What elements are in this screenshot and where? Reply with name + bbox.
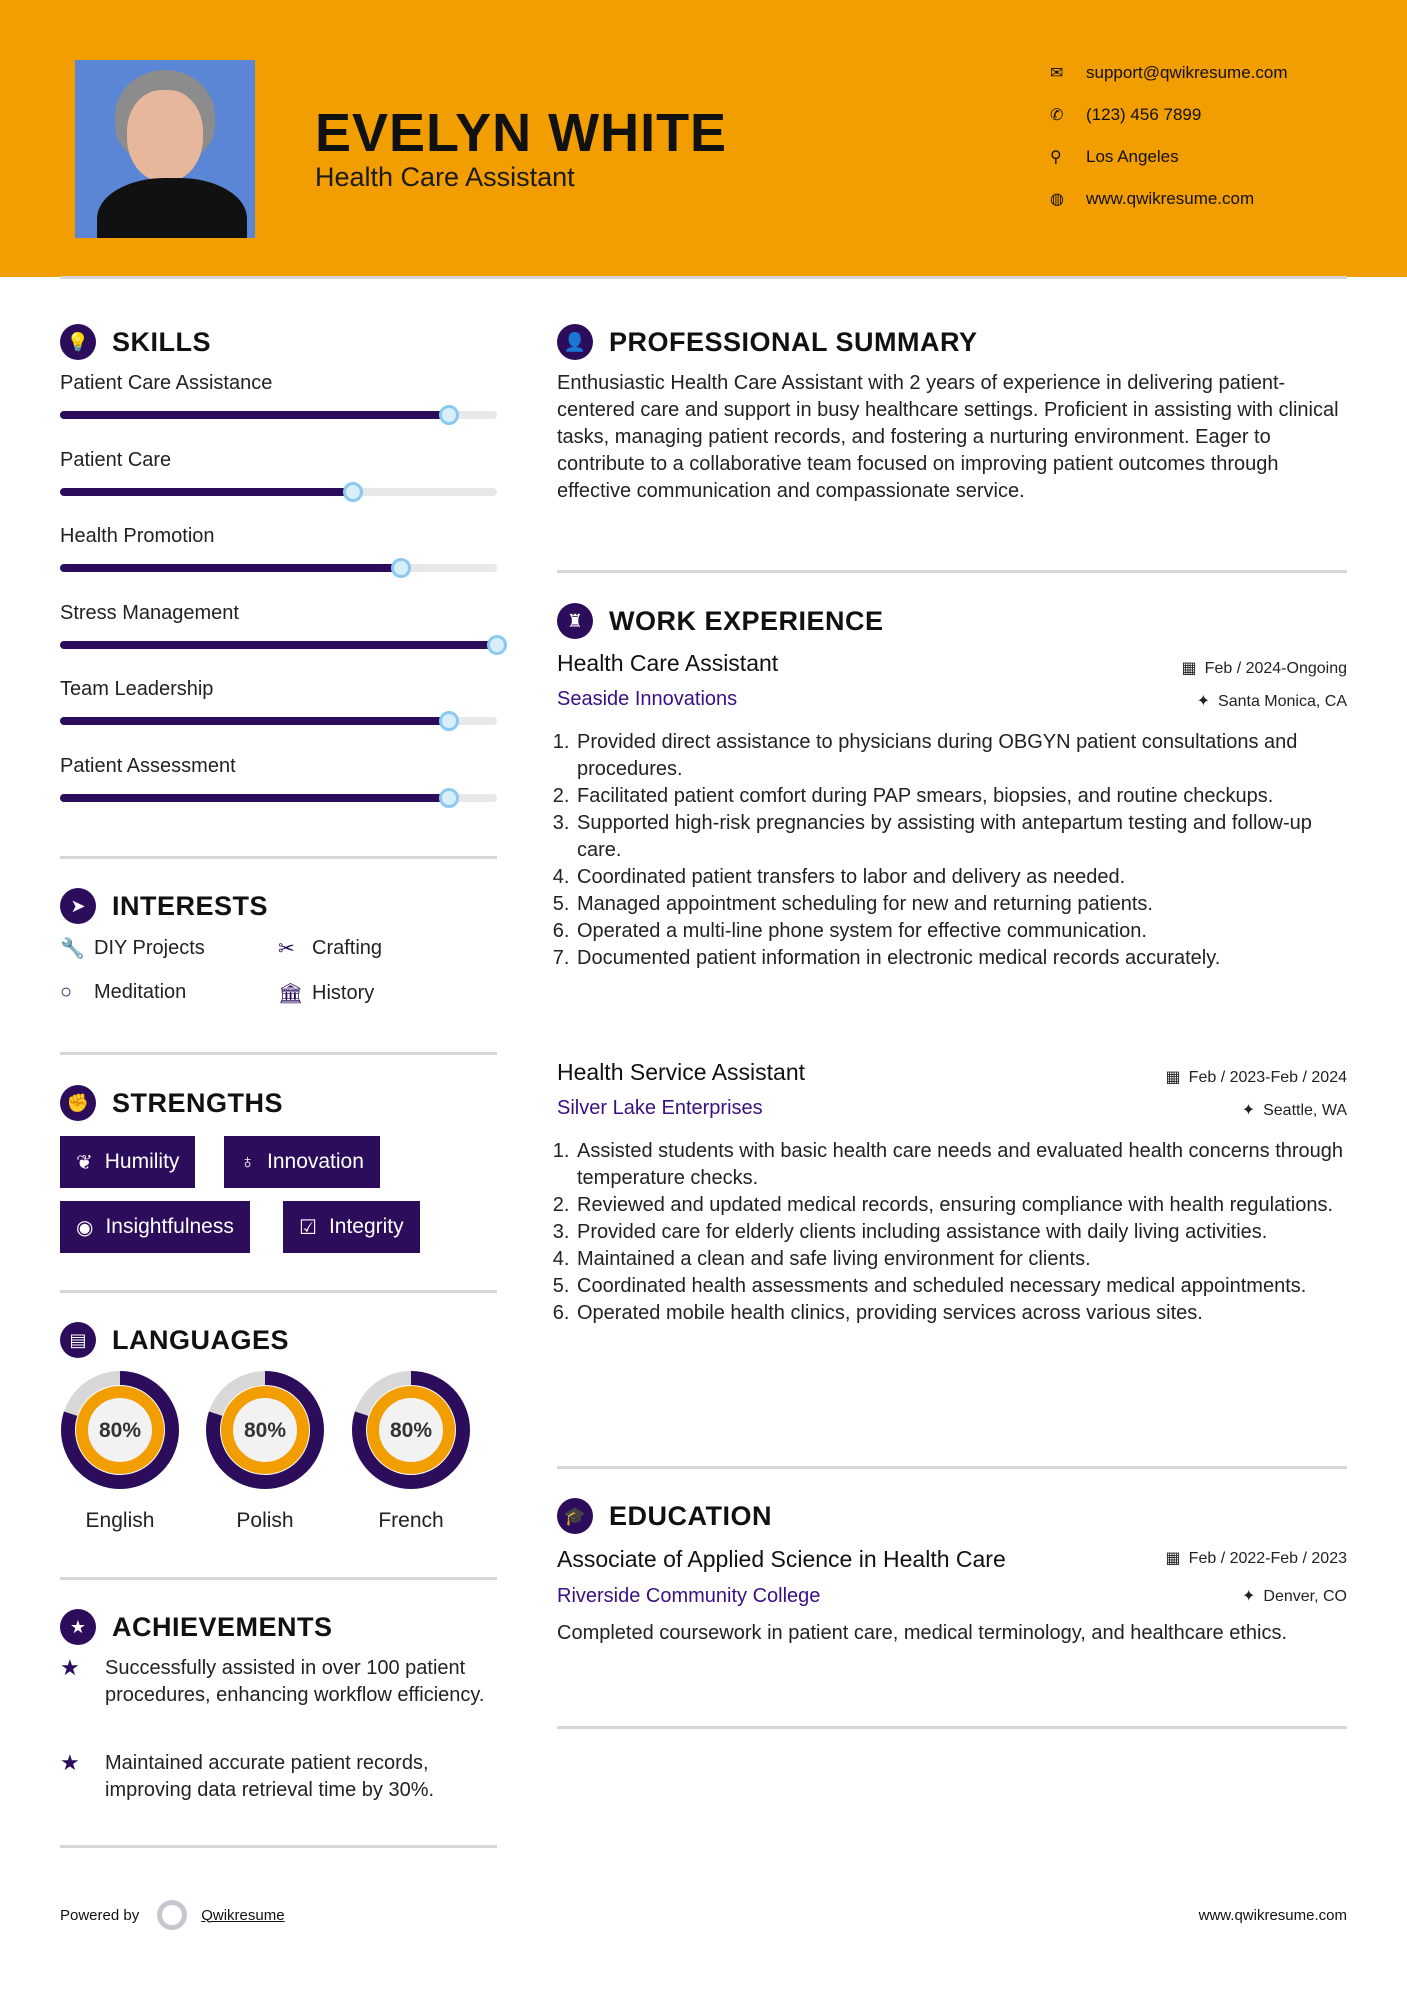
- list-item: 1. Provided direct assistance to physicians during OBGYN patient consultations and procedures.: [575, 729, 1347, 783]
- footer-brand-link[interactable]: Qwikresume: [201, 1906, 285, 1924]
- education-location: ✦ Denver, CO: [1242, 1588, 1347, 1605]
- header-divider: [60, 276, 1347, 279]
- contact-phone[interactable]: ✆ (123) 456 7899: [1050, 105, 1202, 124]
- calendar-icon: ▦: [1165, 1550, 1181, 1567]
- divider: [60, 1290, 497, 1293]
- skill-bar-knob: [439, 405, 459, 425]
- language-percent: 80%: [243, 1419, 287, 1442]
- language-label: French: [378, 1509, 444, 1532]
- scissors-icon: ✂: [278, 938, 295, 960]
- raised-fist-icon: ✊: [60, 1085, 96, 1121]
- skill-label: Patient Care Assistance: [60, 372, 273, 394]
- job-duties-list: [557, 729, 1347, 972]
- list-item: 1. Assisted students with basic health care needs and evaluated health concerns through temperature checks.: [575, 1138, 1347, 1192]
- shooting-star-icon: ★: [60, 1750, 80, 1775]
- divider: [557, 1726, 1347, 1729]
- graduate-icon: 🎓: [557, 1498, 593, 1534]
- skill-bar-knob: [391, 558, 411, 578]
- language-label: English: [85, 1509, 155, 1532]
- user-icon: 👤: [557, 324, 593, 360]
- eye-icon: ◉: [76, 1216, 94, 1239]
- lightbulb-icon: ♁: [240, 1150, 255, 1173]
- skill-bar-knob: [487, 635, 507, 655]
- pushpin-icon: ✦: [1241, 1102, 1256, 1119]
- skill-bar: [60, 564, 497, 572]
- list-item: 5. Coordinated health assessments and scheduled necessary medical appointments.: [575, 1273, 1347, 1300]
- skill-item: [60, 372, 497, 419]
- skill-bar: [60, 794, 497, 802]
- divider: [60, 1577, 497, 1580]
- phone-icon: ✆: [1050, 107, 1064, 124]
- footer-url[interactable]: www.qwikresume.com: [1198, 1907, 1347, 1924]
- job-location: ✦ Seattle, WA: [1241, 1102, 1347, 1119]
- languages-heading: ▤ LANGUAGES: [60, 1322, 289, 1358]
- list-item: 6. Operated a multi-line phone system for effective communication.: [575, 918, 1347, 945]
- achievement-item: ★ Maintained accurate patient records, improving data retrieval time by 30%.: [60, 1750, 500, 1804]
- job-date: ▦ Feb / 2024-Ongoing: [1181, 660, 1347, 677]
- job-duties-list: [557, 1138, 1347, 1327]
- skill-bar-fill: [60, 564, 401, 572]
- skill-bar: [60, 488, 497, 496]
- job-title: Health Service Assistant: [557, 1059, 806, 1085]
- skill-item: [60, 678, 497, 725]
- skill-label: Patient Assessment: [60, 754, 236, 777]
- list-item: 7. Documented patient information in electronic medical records accurately.: [575, 945, 1347, 972]
- strength-tag: ♁ Innovation: [224, 1136, 380, 1188]
- skill-label: Patient Care: [60, 448, 172, 471]
- language-donut: [205, 1370, 325, 1490]
- achievement-item: ★ Successfully assisted in over 100 patient procedures, enhancing workflow efficiency.: [60, 1655, 500, 1709]
- job-title: Health Care Assistant: [557, 650, 779, 676]
- skill-bar-knob: [439, 711, 459, 731]
- interest-item: ✂ Crafting: [278, 937, 383, 960]
- skill-bar: [60, 411, 497, 419]
- language-item: [60, 1370, 180, 1533]
- language-card-icon: ▤: [60, 1322, 96, 1358]
- job-date: ▦ Feb / 2023-Feb / 2024: [1165, 1069, 1347, 1086]
- list-item: 4. Coordinated patient transfers to labor and delivery as needed.: [575, 864, 1347, 891]
- school-name: Riverside Community College: [557, 1585, 821, 1607]
- list-item: 5. Managed appointment scheduling for new and returning patients.: [575, 891, 1347, 918]
- job-location: ✦ Santa Monica, CA: [1196, 693, 1347, 710]
- office-chair-icon: ♜: [557, 603, 593, 639]
- pushpin-icon: ✦: [1196, 693, 1211, 710]
- star-badge-icon: ★: [60, 1609, 96, 1645]
- qwikresume-logo-icon: [157, 1900, 187, 1930]
- strength-tag: ❦ Humility: [60, 1136, 195, 1188]
- list-item: 3. Supported high-risk pregnancies by assisting with antepartum testing and follow-up care.: [575, 810, 1347, 864]
- skill-bar-fill: [60, 641, 497, 649]
- language-donut: [351, 1370, 471, 1490]
- skill-label: Health Promotion: [60, 525, 215, 547]
- header-banner: [0, 0, 1407, 277]
- museum-icon: 🏛: [278, 983, 304, 1005]
- language-item: [351, 1370, 471, 1533]
- divider: [60, 1052, 497, 1055]
- map-pin-icon: ⚲: [1050, 149, 1062, 166]
- skill-bar-fill: [60, 794, 449, 802]
- footer-powered-by: Powered by Qwikresume: [60, 1900, 285, 1930]
- interest-item: ○ Meditation: [60, 981, 187, 1003]
- lightbulb-icon: 💡: [60, 324, 96, 360]
- list-item: 2. Facilitated patient comfort during PAP smears, biopsies, and routine checkups.: [575, 783, 1347, 810]
- shooting-star-icon: ★: [60, 1655, 80, 1680]
- contact-email[interactable]: ✉ support@qwikresume.com: [1050, 63, 1288, 82]
- list-item: 3. Provided care for elderly clients including assistance with daily living activities.: [575, 1219, 1347, 1246]
- strength-tag: ◉ Insightfulness: [60, 1201, 250, 1253]
- experience-heading: ♜ WORK EXPERIENCE: [557, 603, 884, 639]
- divider: [557, 1466, 1347, 1469]
- skill-bar-fill: [60, 717, 449, 725]
- language-percent: 80%: [98, 1419, 142, 1442]
- pushpin-icon: ✦: [1242, 1588, 1256, 1605]
- skill-label: Team Leadership: [60, 678, 214, 700]
- list-item: 6. Operated mobile health clinics, providing services across various sites.: [575, 1300, 1347, 1327]
- contact-location: ⚲ Los Angeles: [1050, 147, 1179, 166]
- skill-item: [60, 525, 497, 572]
- circle-icon: ○: [60, 981, 73, 1003]
- strength-tag: ☑ Integrity: [283, 1201, 420, 1253]
- contact-website[interactable]: ◍ www.qwikresume.com: [1050, 189, 1255, 208]
- language-percent: 80%: [389, 1419, 433, 1442]
- envelope-icon: ✉: [1050, 65, 1064, 82]
- divider: [60, 1845, 497, 1848]
- skill-item: [60, 449, 497, 496]
- contact-list: [1050, 52, 1288, 220]
- calendar-icon: ▦: [1181, 660, 1197, 677]
- skills-heading: 💡 SKILLS: [60, 324, 211, 360]
- language-label: Polish: [236, 1509, 294, 1532]
- divider: [557, 570, 1347, 573]
- language-item: [205, 1370, 325, 1533]
- interest-item: 🏛 History: [278, 982, 375, 1005]
- skill-label: Stress Management: [60, 601, 239, 624]
- skill-bar: [60, 717, 497, 725]
- list-item: 4. Maintained a clean and safe living environment for clients.: [575, 1246, 1347, 1273]
- summary-text: Enthusiastic Health Care Assistant with 2 years of experience in delivering patient-centered care and support in busy healthcare settings. Proficient in assisting with clinical tasks, managing patient records, and fostering a nurturing environment. Eager to contribute to a collaborative team focused on improving patient outcomes through effective communication and compassionate service.: [557, 372, 1339, 502]
- wrench-icon: 🔧: [60, 938, 85, 960]
- list-item: 2. Reviewed and updated medical records, ensuring compliance with health regulations.: [575, 1192, 1347, 1219]
- degree-title: Associate of Applied Science in Health Care: [557, 1546, 1006, 1572]
- summary-heading: 👤 PROFESSIONAL SUMMARY: [557, 324, 978, 360]
- interest-item: 🔧 DIY Projects: [60, 937, 205, 960]
- language-donut: [60, 1370, 180, 1490]
- skill-bar-knob: [439, 788, 459, 808]
- achievements-heading: ★ ACHIEVEMENTS: [60, 1609, 333, 1645]
- skill-item: [60, 755, 497, 802]
- education-date: ▦ Feb / 2022-Feb / 2023: [1165, 1550, 1347, 1567]
- profile-photo: [75, 60, 255, 238]
- skill-bar-knob: [343, 482, 363, 502]
- skill-bar-fill: [60, 488, 353, 496]
- strengths-heading: ✊ STRENGTHS: [60, 1085, 283, 1121]
- job-company: Silver Lake Enterprises: [557, 1097, 763, 1119]
- education-heading: 🎓 EDUCATION: [557, 1498, 772, 1534]
- leaf-icon: ❦: [76, 1151, 93, 1174]
- skill-bar-fill: [60, 411, 449, 419]
- education-description: Completed coursework in patient care, medical terminology, and healthcare ethics.: [557, 1622, 1287, 1644]
- job-company: Seaside Innovations: [557, 688, 738, 710]
- candidate-name: EVELYN WHITE: [315, 103, 728, 163]
- checkbox-icon: ☑: [299, 1216, 317, 1239]
- paper-plane-icon: ➤: [60, 888, 96, 924]
- globe-icon: ◍: [1050, 191, 1064, 208]
- interests-heading: ➤ INTERESTS: [60, 888, 268, 924]
- skill-bar: [60, 641, 497, 649]
- skill-item: [60, 602, 497, 649]
- divider: [60, 856, 497, 859]
- candidate-title: Health Care Assistant: [315, 162, 575, 192]
- calendar-icon: ▦: [1165, 1069, 1181, 1086]
